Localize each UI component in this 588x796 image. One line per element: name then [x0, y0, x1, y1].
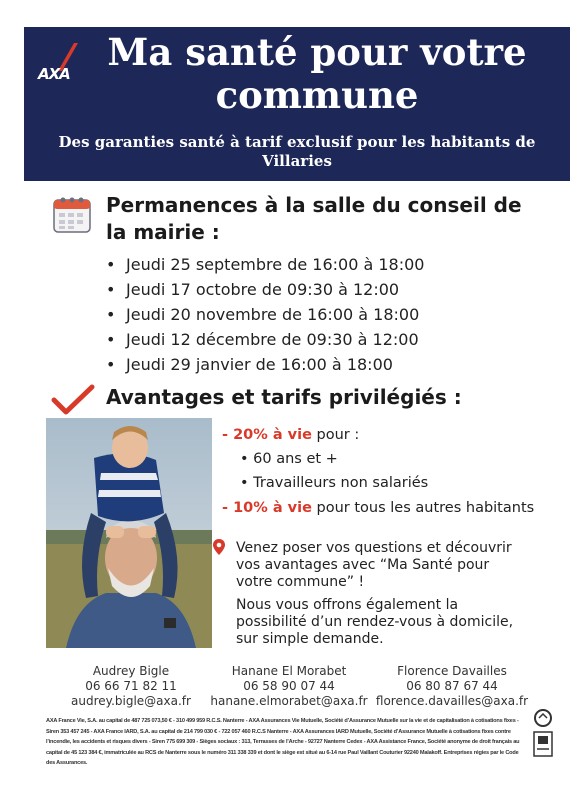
contact-card [56, 664, 206, 709]
contact-name: Hanane El Morabet [231, 664, 347, 678]
list-item: • Travailleurs non salariés [240, 475, 429, 491]
contact-name: Audrey Bigle [92, 664, 170, 678]
contact-email[interactable]: hanane.elmorabet@axa.fr [210, 694, 368, 708]
contact-name: Florence Davailles [397, 664, 507, 678]
list-item: • 60 ans et + [240, 451, 338, 467]
offer-20: - 20% à vie pour : [222, 427, 360, 443]
header-banner [24, 27, 570, 181]
avantages-title: Avantages et tarifs privilégiés : [106, 385, 462, 409]
contact-email[interactable]: audrey.bigle@axa.fr [71, 694, 191, 708]
contact-phone: 06 58 90 07 44 [243, 679, 335, 693]
calendar-icon [52, 194, 92, 234]
list-item: • Jeudi 17 octobre de 09:30 à 12:00 [106, 280, 400, 299]
axa-logo [34, 37, 80, 83]
contact-card [372, 664, 532, 709]
permanences-title: Permanences à la salle du conseil de la mairie : [106, 193, 522, 244]
grandfather-child-photo [46, 418, 212, 648]
offer-10: - 10% à vie pour tous les autres habitants [222, 500, 535, 516]
contact-email[interactable]: florence.davailles@axa.fr [375, 694, 529, 708]
recycling-badge-icon [530, 708, 556, 760]
list-item: • Jeudi 12 décembre de 09:30 à 12:00 [106, 330, 419, 349]
dates-list [106, 252, 424, 377]
contact-phone: 06 80 87 67 44 [406, 679, 498, 693]
list-item: • Jeudi 29 janvier de 16:00 à 18:00 [106, 355, 393, 374]
logo-text: AXA [38, 65, 70, 83]
location-pin-icon [212, 538, 226, 556]
list-item: • Jeudi 20 novembre de 16:00 à 18:00 [106, 305, 420, 324]
contact-phone: 06 66 71 82 11 [85, 679, 177, 693]
contact-card [206, 664, 372, 709]
page-title: Ma santé pour votre commune [107, 30, 527, 117]
legal-notice: AXA France Vie, S.A. au capital de 487 725 073,50 € - 310 499 959 R.C.S. Nanterre - AXA Assurances Vie Mutuelle, Société d’Assurance Mutuelle sur la vie et de capitalisation à cotisations fixes - Siren 353 457 245 - AXA France IARD, S.A. au capital de 214 799 030 € - 722 057 460 R.C.S Nanterre - AXA Assurances IARD Mutuelle, Société d’Assurance Mutuelle à cotisations fixes contre l’incendie, les accidents et risques divers - Siren 775 699 309 - Sièges sociaux : 313, Terrasses de l’Arche - 92727 Nanterre Cedex - AXA Assistance France, Société anonyme de droit français au capital de 45 123 384 €, immatriculée au RCS de Nanterre sous le numéro 311 338 339 et dont le siège est situé au 6-14 rue Paul Vaillant Couturier 92240 Malakoff. Entreprises régies par le Code des Assurances. [46, 718, 520, 766]
invite-paragraph: Venez poser vos questions et découvrir vos avantages avec “Ma Santé pour votre commune” ! [236, 540, 512, 590]
checkmark-icon [50, 384, 96, 416]
page-subtitle: Des garanties santé à tarif exclusif pour les habitants de Villaries [58, 133, 536, 170]
list-item: • Jeudi 25 septembre de 16:00 à 18:00 [106, 255, 425, 274]
home-visit-paragraph: Nous vous offrons également la possibilité d’un rendez-vous à domicile, sur simple demande. [236, 597, 514, 647]
